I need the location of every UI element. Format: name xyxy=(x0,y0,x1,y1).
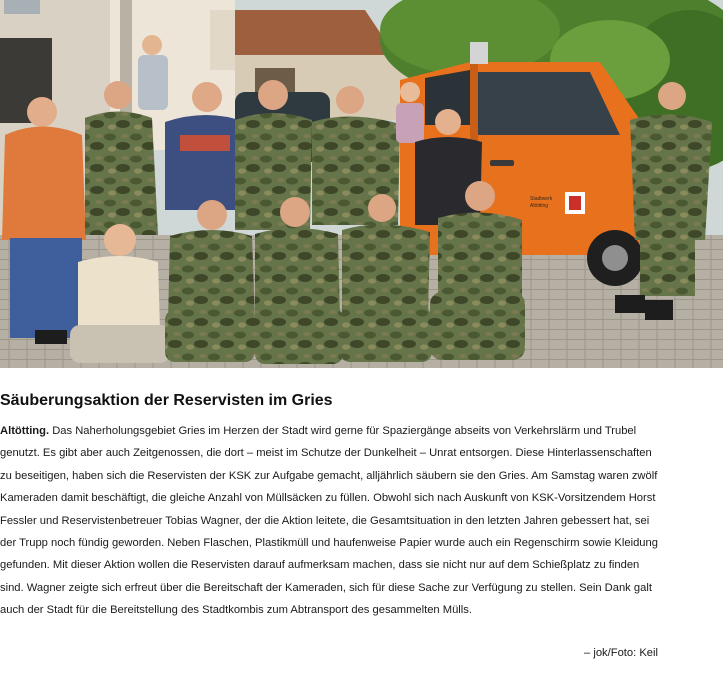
photo-credit: – jok/Foto: Keil xyxy=(584,647,658,659)
van-lettering-line1: Stadtwerk xyxy=(530,196,553,202)
article-body-text: Das Naherholungsgebiet Gries im Herzen der Stadt wird gerne für Spaziergänge abseits von Verkehrslärm und Trubel genutzt. Es gibt aber auch Zeitgenossen, die dort – meist im Schutze der Dunkelheit – Unrat entsorgen. Diese Hinterlassenschaften zu beseitigen, haben sich die Reservisten der KSK zur Aufgabe gemacht, alljährlich säubern sie den Gries. Am Samstag waren zwölf Kameraden damit beschäftigt, die gleiche Anzahl von Müllsäcken zu füllen. Obwohl sich nach Auskunft von KSK-Vorsitzendem Horst Fessler und Reservistenbetreuer Tobias Wagner, der die Aktion leitete, die Gesamtsituation in den letzten Jahren gebessert hat, sei der Trupp noch fündig geworden. Neben Flaschen, Plastikmüll und haufenweise Papier wurde auch ein Regenschirm sowie Kleidung gefunden. Mit dieser Aktion wollen die Reservisten darauf aufmerksam machen, dass sie nicht nur auf dem Schießplatz zu finden sind. Wagner zeigte sich erfreut über die Bereitschaft der Kameraden, sich für diese Sache zur Verfügung zu stellen. Sein Dank galt auch der Stadt für die Bereitstellung des Stadtkombis zum Abtransport des gesammelten Mülls. xyxy=(0,425,658,617)
article-body xyxy=(0,420,662,622)
van-lettering-line2: Altötting xyxy=(530,203,549,209)
article-headline: Säuberungsaktion der Reservisten im Gries xyxy=(0,392,333,409)
article xyxy=(0,390,700,622)
article-dateline: Altötting. xyxy=(0,425,50,437)
